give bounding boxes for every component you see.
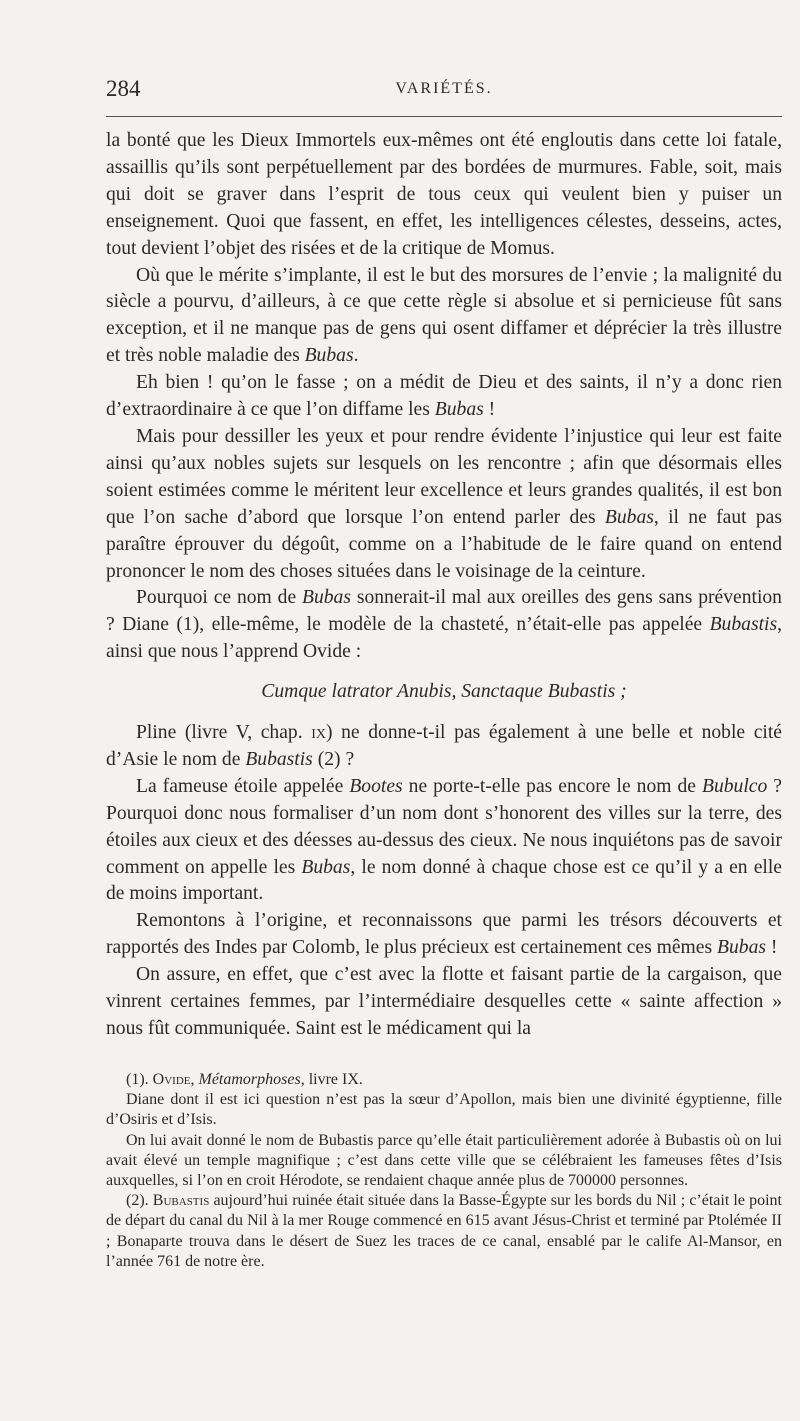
- page-number: 284: [106, 76, 141, 101]
- paragraph-9: On assure, en effet, que c’est avec la flotte et faisant partie de la cargaison, que vinrent certaines femmes, par l’intermédiaire desquelles cette « sainte affection » nous fût communiquée. Saint est le médicament qui la: [106, 964, 782, 1039]
- running-title: VARIÉTÉS.: [395, 80, 493, 97]
- paragraph-4: Mais pour dessiller les yeux et pour rendre évidente l’injustice qui leur est faite ainsi qu’aux nobles sujets sur lesquels on les rencontre ; afin que désormais elles soient estimées comme le méritent leur excellence et leurs grandes qualités, il est bon que l’on sache d’abord que lorsque l’on entend parler des Bubas, il ne faut pas paraître éprouver du dégoût, comme on a l’habitude de le faire quand on entend prononcer le nom des choses situées dans le voisinage de la ceinture.: [106, 425, 782, 582]
- footnotes: [106, 1070, 782, 1272]
- footnote-1-para-2: Diane dont il est ici question n’est pas la sœur d’Apollon, mais bien une divinité égyptienne, fille d’Osiris et d’Isis.: [106, 1091, 782, 1129]
- running-header: [106, 74, 782, 106]
- footnote-1-para-3: On lui avait donné le nom de Bubastis parce qu’elle était particulièrement adorée à Bubastis où on lui avait élevé un temple magnifique ; c’est dans cette ville que se célébraient les fameuses fêtes d’Isis auxquelles, si l’on en croit Hérodote, se rendaient chaque année plus de 700000 personnes.: [106, 1131, 782, 1190]
- header-rule: [106, 116, 782, 117]
- verse-quotation: Cumque latrator Anubis, Sanctaque Bubastis ;: [261, 681, 627, 703]
- footnote-2: (2). Bubastis aujourd’hui ruinée était située dans la Basse-Égypte sur les bords du Nil ; c’était le point de départ du canal du Nil à la mer Rouge commencé en 615 avant Jésus-Christ et terminé par Ptolémée II ; Bonaparte trouva dans le désert de Suez les traces de ce canal, ensablé par le calife Al-Mansor, en l’année 761 de notre ère.: [106, 1192, 783, 1270]
- paragraph-1: la bonté que les Dieux Immortels eux-mêmes ont été engloutis dans cette loi fatale, assaillis qu’ils sont perpétuellement par des bordées de murmures. Fable, soit, mais qui doit se graver dans l’esprit de tous ceux qui veulent bien y puiser un enseignement. Quoi que fassent, en effet, les intelligences célestes, desseins, actes, tout devient l’objet des risées et de la critique de Momus.: [106, 130, 782, 259]
- footnote-1: (1). Ovide, Métamorphoses, livre IX.: [126, 1071, 363, 1088]
- paragraph-2: Où que le mérite s’implante, il est le but des morsures de l’envie ; la malignité du siècle a pourvu, d’ailleurs, à ce que cette règle si absolue et si pernicieuse fût sans exception, et il ne manque pas de gens qui osent diffamer et déprécier la très illustre et très noble maladie des Bubas.: [106, 264, 782, 367]
- paragraph-3: Eh bien ! qu’on le fasse ; on a médit de Dieu et des saints, il n’y a donc rien d’extraordinaire à ce que l’on diffame les Bubas !: [106, 372, 782, 421]
- paragraph-6: Pline (livre V, chap. ix) ne donne-t-il pas également à une belle et noble cité d’Asie le nom de Bubastis (2) ?: [106, 722, 782, 770]
- main-text: [106, 128, 782, 1043]
- paragraph-7: La fameuse étoile appelée Bootes ne porte-t-elle pas encore le nom de Bubulco ? Pourquoi donc nous formaliser d’un nom dont s’honorent des villes sur la terre, des étoiles aux cieux et des déesses au-dessus des cieux. Ne nous inquiétons pas de savoir comment on appelle les Bubas, le nom donné à chaque chose est ce qu’il y a en elle de moins important.: [106, 775, 782, 905]
- paragraph-5: Pourquoi ce nom de Bubas sonnerait-il mal aux oreilles des gens sans prévention ? Diane (1), elle-même, le modèle de la chasteté, n’était-elle pas appelée Bubastis, ainsi que nous l’apprend Ovide :: [106, 587, 782, 663]
- paragraph-8: Remontons à l’origine, et reconnaissons que parmi les trésors découverts et rapportés des Indes par Colomb, le plus précieux est certainement ces mêmes Bubas !: [106, 910, 782, 959]
